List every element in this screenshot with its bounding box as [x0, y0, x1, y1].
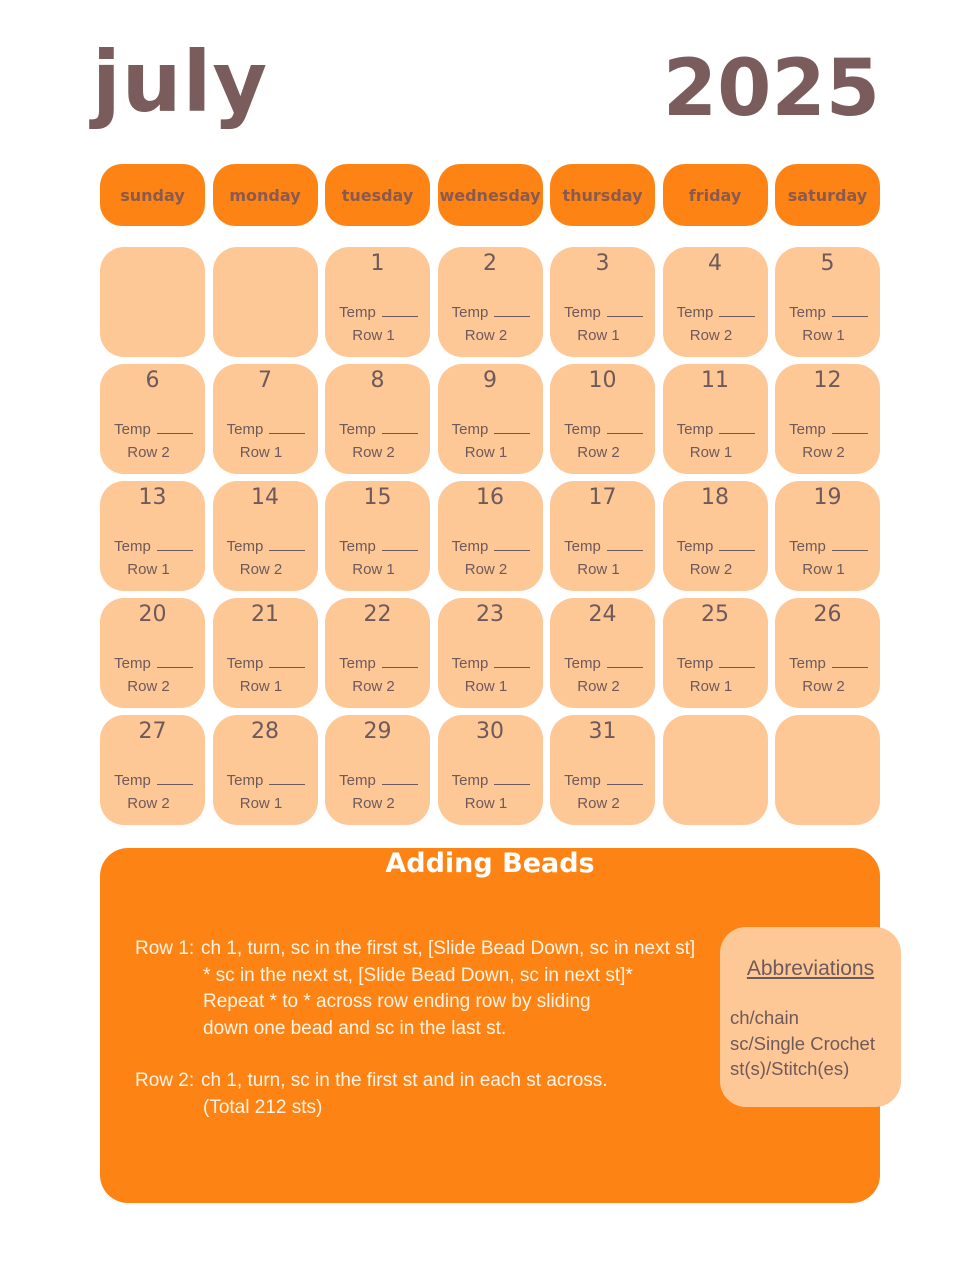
weekday-thursday: thursday	[550, 164, 655, 226]
row-label: Row 2	[352, 444, 395, 461]
temp-label: Temp	[226, 772, 264, 789]
temp-label: Temp	[676, 538, 714, 555]
temp-label: Temp	[789, 304, 826, 321]
day-number: 28	[251, 719, 279, 744]
temp-field	[335, 772, 422, 789]
day-cell	[213, 715, 318, 825]
day-number: 18	[701, 485, 729, 510]
row-label: Row 2	[127, 444, 170, 461]
temp-label: Temp	[114, 538, 151, 555]
row-label: Row 1	[689, 444, 733, 461]
temp-label: Temp	[114, 655, 151, 672]
empty-day-cell	[663, 715, 768, 825]
day-cell	[213, 481, 318, 591]
temp-field	[223, 538, 310, 555]
row-label: Row 2	[689, 561, 733, 578]
day-cell	[775, 598, 880, 708]
day-number: 24	[588, 602, 617, 627]
day-cell	[438, 364, 543, 474]
temp-blank-line	[607, 316, 643, 317]
temp-field	[110, 772, 197, 789]
row-label: Row 2	[464, 327, 508, 344]
temp-field	[223, 421, 310, 438]
temp-blank-line	[269, 784, 305, 785]
temp-label: Temp	[451, 772, 489, 789]
row-label: Row 2	[464, 561, 508, 578]
day-cell	[325, 715, 430, 825]
day-number: 19	[813, 485, 842, 510]
day-cell	[213, 364, 318, 474]
day-cell	[663, 481, 768, 591]
temp-blank-line	[719, 433, 755, 434]
day-number: 3	[595, 251, 610, 276]
row-label: Row 1	[464, 795, 508, 812]
temp-label: Temp	[339, 772, 376, 789]
abbreviations-list	[730, 1005, 875, 1082]
day-number: 23	[476, 602, 504, 627]
year-title: 2025	[662, 44, 880, 134]
row-label: Row 1	[127, 561, 170, 578]
temp-blank-line	[607, 550, 643, 551]
day-number: 17	[588, 485, 617, 510]
temp-label: Temp	[676, 304, 714, 321]
row-label: Row 2	[239, 561, 283, 578]
temp-blank-line	[607, 667, 643, 668]
temp-label: Temp	[339, 538, 376, 555]
temp-blank-line	[269, 550, 305, 551]
row-label: Row 2	[577, 678, 620, 695]
row2-line: (Total 212 sts)	[203, 1096, 323, 1118]
row-label: Row 2	[127, 795, 170, 812]
day-cell	[663, 247, 768, 357]
temp-field	[335, 304, 422, 321]
row-label: Row 2	[802, 444, 845, 461]
abbreviation-item: st(s)/Stitch(es)	[730, 1058, 850, 1079]
day-cell	[438, 481, 543, 591]
day-number: 6	[145, 368, 160, 393]
temp-label: Temp	[564, 655, 601, 672]
day-number: 10	[588, 368, 617, 393]
weekday-saturday: saturday	[775, 164, 880, 226]
temp-label: Temp	[339, 421, 376, 438]
temp-blank-line	[832, 316, 868, 317]
temp-field	[335, 655, 422, 672]
calendar-grid	[100, 247, 880, 825]
temp-field	[448, 655, 535, 672]
weekday-monday: monday	[213, 164, 318, 226]
temp-field	[560, 304, 647, 321]
temp-blank-line	[269, 667, 305, 668]
day-cell	[325, 598, 430, 708]
temp-blank-line	[269, 433, 305, 434]
day-cell	[775, 247, 880, 357]
temp-label: Temp	[564, 538, 601, 555]
day-number: 9	[483, 368, 497, 393]
day-cell	[550, 598, 655, 708]
pattern-title: Adding Beads	[385, 848, 595, 879]
day-cell	[775, 481, 880, 591]
temp-field	[673, 538, 760, 555]
day-number: 13	[138, 485, 167, 510]
temp-label: Temp	[226, 421, 264, 438]
day-number: 27	[138, 719, 167, 744]
temp-field	[448, 772, 535, 789]
row-label: Row 2	[127, 678, 170, 695]
row-label: Row 1	[239, 678, 283, 695]
temp-field	[560, 772, 647, 789]
temp-blank-line	[494, 316, 530, 317]
row-label: Row 1	[352, 327, 395, 344]
day-cell	[100, 598, 205, 708]
day-number: 7	[258, 368, 272, 393]
day-cell	[663, 598, 768, 708]
temp-label: Temp	[564, 421, 601, 438]
temp-blank-line	[607, 784, 643, 785]
day-cell	[325, 364, 430, 474]
temp-label: Temp	[789, 421, 826, 438]
temp-field	[448, 421, 535, 438]
day-number: 16	[476, 485, 504, 510]
day-number: 21	[251, 602, 279, 627]
row-label: Row 1	[464, 444, 508, 461]
row-label: Row 1	[239, 444, 283, 461]
row2-line: ch 1, turn, sc in the first st and in each st across.	[201, 1070, 608, 1092]
temp-field	[448, 538, 535, 555]
temp-label: Temp	[226, 538, 264, 555]
abbreviation-item: ch/chain	[730, 1007, 799, 1028]
temp-blank-line	[494, 784, 530, 785]
temp-label: Temp	[451, 538, 489, 555]
abbreviation-item: sc/Single Crochet	[730, 1032, 875, 1054]
temp-blank-line	[494, 667, 530, 668]
temp-field	[335, 538, 422, 555]
day-number: 15	[363, 485, 392, 510]
row-label: Row 1	[464, 678, 508, 695]
temp-blank-line	[832, 550, 868, 551]
temp-blank-line	[157, 667, 193, 668]
day-number: 14	[251, 485, 279, 510]
temp-blank-line	[157, 784, 193, 785]
temp-label: Temp	[564, 304, 601, 321]
day-number: 4	[708, 251, 722, 276]
row-label: Row 1	[577, 327, 620, 344]
weekday-tuesday: tuesday	[325, 164, 430, 226]
month-title: july	[92, 33, 269, 131]
day-cell	[100, 481, 205, 591]
temp-blank-line	[832, 667, 868, 668]
day-number: 30	[476, 719, 504, 744]
temp-label: Temp	[564, 772, 601, 789]
temp-label: Temp	[339, 655, 376, 672]
temp-field	[110, 421, 197, 438]
temp-field	[673, 304, 760, 321]
temp-field	[110, 538, 197, 555]
temp-field	[560, 538, 647, 555]
temp-field	[785, 421, 872, 438]
row-label: Row 1	[802, 327, 845, 344]
temp-label: Temp	[226, 655, 264, 672]
temp-field	[560, 421, 647, 438]
weekday-sunday: sunday	[100, 164, 205, 226]
day-cell	[663, 364, 768, 474]
row-label: Row 1	[689, 678, 733, 695]
temp-blank-line	[719, 550, 755, 551]
day-number: 8	[370, 368, 385, 393]
weekday-friday: friday	[663, 164, 768, 226]
day-cell	[438, 715, 543, 825]
row-label: Row 2	[352, 795, 395, 812]
day-cell	[550, 247, 655, 357]
row-label: Row 1	[802, 561, 845, 578]
row-label: Row 1	[352, 561, 395, 578]
row-label: Row 2	[577, 795, 620, 812]
day-number: 1	[370, 251, 385, 276]
day-cell	[100, 715, 205, 825]
day-number: 12	[813, 368, 842, 393]
empty-day-cell	[213, 247, 318, 357]
temp-blank-line	[157, 550, 193, 551]
temp-blank-line	[382, 550, 418, 551]
temp-label: Temp	[451, 304, 489, 321]
day-cell	[550, 715, 655, 825]
row-label: Row 1	[239, 795, 283, 812]
row-label: Row 2	[577, 444, 620, 461]
temp-blank-line	[719, 667, 755, 668]
temp-blank-line	[382, 667, 418, 668]
empty-day-cell	[100, 247, 205, 357]
row-label: Row 2	[689, 327, 733, 344]
temp-blank-line	[607, 433, 643, 434]
day-number: 26	[813, 602, 842, 627]
day-cell	[438, 598, 543, 708]
day-number: 25	[701, 602, 729, 627]
temp-field	[785, 655, 872, 672]
empty-day-cell	[775, 715, 880, 825]
row2-label: Row 2:	[135, 1070, 195, 1092]
day-number: 5	[820, 251, 835, 276]
day-cell	[550, 364, 655, 474]
temp-label: Temp	[676, 655, 714, 672]
day-number: 11	[701, 368, 729, 393]
row-label: Row 1	[577, 561, 620, 578]
day-cell	[550, 481, 655, 591]
temp-blank-line	[157, 433, 193, 434]
temp-field	[673, 655, 760, 672]
row1-line: Repeat * to * across row ending row by sliding	[203, 991, 591, 1013]
temp-blank-line	[719, 316, 755, 317]
temp-blank-line	[382, 784, 418, 785]
day-number: 31	[588, 719, 617, 744]
temp-field	[560, 655, 647, 672]
day-cell	[325, 247, 430, 357]
temp-blank-line	[494, 433, 530, 434]
row1-line: down one bead and sc in the last st.	[203, 1017, 507, 1039]
pattern-instructions	[135, 936, 695, 1122]
day-cell	[438, 247, 543, 357]
day-number: 29	[363, 719, 392, 744]
weekday-wednesday: wednesday	[438, 164, 543, 226]
row1-line: * sc in the next st, [Slide Bead Down, sc in next st]*	[203, 964, 633, 986]
day-number: 20	[138, 602, 167, 627]
temp-blank-line	[382, 316, 418, 317]
temp-label: Temp	[676, 421, 714, 438]
temp-field	[223, 655, 310, 672]
weekday-header-row	[100, 164, 880, 226]
temp-field	[785, 304, 872, 321]
row2-instruction	[135, 1068, 695, 1121]
temp-blank-line	[832, 433, 868, 434]
day-number: 22	[363, 602, 392, 627]
temp-field	[673, 421, 760, 438]
temp-field	[335, 421, 422, 438]
temp-field	[110, 655, 197, 672]
abbreviations-title: Abbreviations	[746, 957, 875, 980]
temp-field	[223, 772, 310, 789]
row1-label: Row 1:	[135, 938, 195, 959]
temp-label: Temp	[114, 772, 151, 789]
day-cell	[213, 598, 318, 708]
abbreviations-box	[720, 927, 901, 1107]
temp-field	[785, 538, 872, 555]
temp-field	[448, 304, 535, 321]
row-label: Row 2	[802, 678, 845, 695]
day-cell	[775, 364, 880, 474]
temp-label: Temp	[451, 421, 489, 438]
temp-label: Temp	[451, 655, 489, 672]
temp-label: Temp	[114, 421, 151, 438]
temp-label: Temp	[789, 538, 826, 555]
day-cell	[100, 364, 205, 474]
day-number: 2	[483, 251, 497, 276]
row1-instruction	[135, 936, 695, 1042]
temp-blank-line	[382, 433, 418, 434]
temp-blank-line	[494, 550, 530, 551]
day-cell	[325, 481, 430, 591]
temp-label: Temp	[339, 304, 376, 321]
temp-label: Temp	[789, 655, 826, 672]
row1-line: ch 1, turn, sc in the first st, [Slide Bead Down, sc in next st]	[201, 938, 696, 959]
row-label: Row 2	[352, 678, 395, 695]
